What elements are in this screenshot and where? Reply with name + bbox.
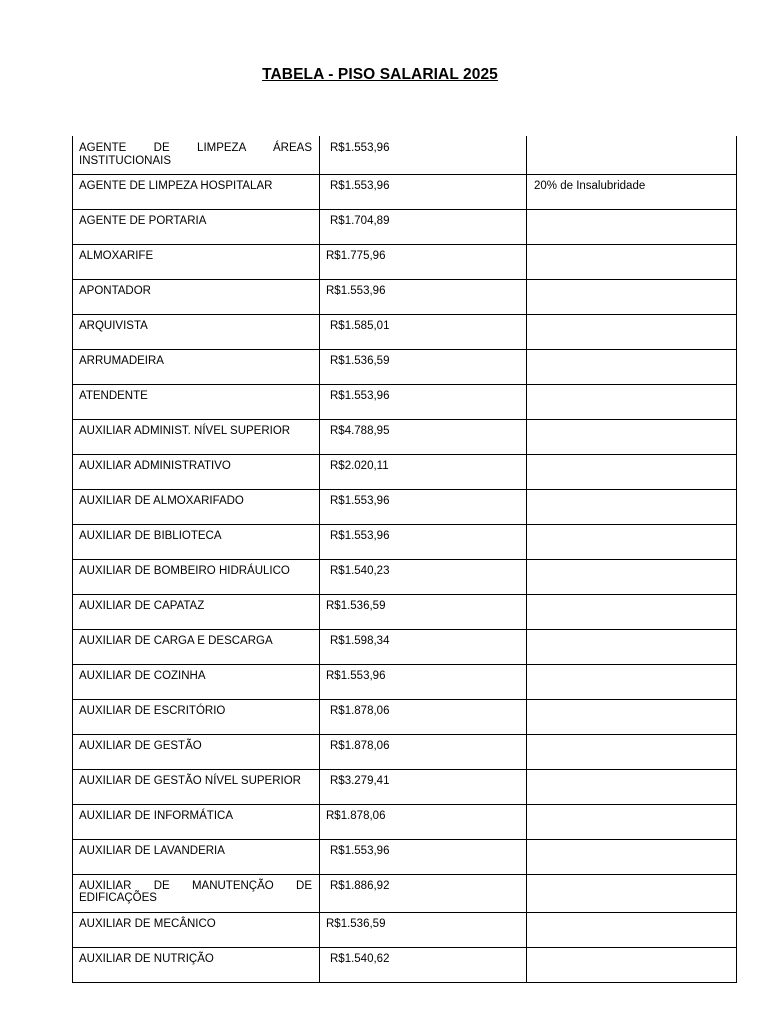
salary-value-cell: R$2.020,11 (320, 454, 527, 489)
job-title-cell: AUXILIAR DE BIBLIOTECA (73, 524, 320, 559)
salary-table (72, 136, 737, 983)
job-title-cell: AUXILIAR DE CARGA E DESCARGA (73, 629, 320, 664)
salary-value-cell: R$1.553,96 (320, 279, 527, 314)
job-title-cell: AUXILIAR DE ESCRITÓRIO (73, 699, 320, 734)
salary-value-cell: R$1.886,92 (320, 874, 527, 912)
table-row (73, 664, 737, 699)
note-cell (527, 419, 737, 454)
table-row (73, 699, 737, 734)
note-cell (527, 769, 737, 804)
table-row (73, 174, 737, 209)
note-cell (527, 804, 737, 839)
salary-value-cell: R$1.704,89 (320, 209, 527, 244)
note-cell (527, 594, 737, 629)
salary-value-cell: R$1.553,96 (320, 384, 527, 419)
job-title-cell: ARRUMADEIRA (73, 349, 320, 384)
salary-value-cell: R$1.775,96 (320, 244, 527, 279)
salary-value-cell: R$1.536,59 (320, 912, 527, 947)
table-row (73, 244, 737, 279)
note-cell (527, 349, 737, 384)
table-row (73, 804, 737, 839)
table-row (73, 524, 737, 559)
salary-value-cell: R$1.553,96 (320, 174, 527, 209)
note-cell (527, 664, 737, 699)
job-title-cell: AUXILIAR DE MECÂNICO (73, 912, 320, 947)
note-cell (527, 524, 737, 559)
job-title-cell: AGENTE DE PORTARIA (73, 209, 320, 244)
job-title-cell: AUXILIAR DE GESTÃO NÍVEL SUPERIOR (73, 769, 320, 804)
job-title-cell: APONTADOR (73, 279, 320, 314)
note-cell (527, 136, 737, 174)
job-title-cell: AUXILIAR DE COZINHA (73, 664, 320, 699)
salary-table-body (73, 136, 737, 982)
note-cell (527, 874, 737, 912)
note-cell (527, 629, 737, 664)
note-cell (527, 454, 737, 489)
job-title-cell: AUXILIAR DE INFORMÁTICA (73, 804, 320, 839)
note-cell (527, 244, 737, 279)
table-row (73, 209, 737, 244)
job-title-cell: AUXILIAR ADMINIST. NÍVEL SUPERIOR (73, 419, 320, 454)
job-title-cell: AUXILIAR DE NUTRIÇÃO (73, 947, 320, 982)
salary-value-cell: R$1.536,59 (320, 349, 527, 384)
note-cell (527, 314, 737, 349)
table-row (73, 594, 737, 629)
table-row (73, 559, 737, 594)
table-row (73, 769, 737, 804)
note-cell (527, 947, 737, 982)
job-title-cell: ATENDENTE (73, 384, 320, 419)
job-title-cell: AUXILIAR DE MANUTENÇÃO DE EDIFICAÇÕES (73, 874, 320, 912)
salary-value-cell: R$1.598,34 (320, 629, 527, 664)
salary-value-cell: R$1.553,96 (320, 524, 527, 559)
table-row (73, 419, 737, 454)
note-cell (527, 489, 737, 524)
table-row (73, 874, 737, 912)
salary-value-cell: R$1.540,23 (320, 559, 527, 594)
note-cell (527, 279, 737, 314)
job-title-cell: AUXILIAR DE BOMBEIRO HIDRÁULICO (73, 559, 320, 594)
table-row (73, 734, 737, 769)
salary-value-cell: R$1.878,06 (320, 804, 527, 839)
table-row (73, 912, 737, 947)
note-cell (527, 734, 737, 769)
table-row (73, 839, 737, 874)
note-cell (527, 912, 737, 947)
salary-value-cell: R$1.585,01 (320, 314, 527, 349)
salary-value-cell: R$1.878,06 (320, 699, 527, 734)
note-cell (527, 559, 737, 594)
note-cell (527, 839, 737, 874)
job-title-cell: ARQUIVISTA (73, 314, 320, 349)
note-cell (527, 209, 737, 244)
table-row (73, 136, 737, 174)
table-row (73, 384, 737, 419)
job-title-cell: AGENTE DE LIMPEZA HOSPITALAR (73, 174, 320, 209)
note-cell (527, 699, 737, 734)
table-row (73, 489, 737, 524)
job-title-cell: AUXILIAR DE GESTÃO (73, 734, 320, 769)
salary-value-cell: R$1.553,96 (320, 136, 527, 174)
table-row (73, 629, 737, 664)
job-title-cell: AUXILIAR DE CAPATAZ (73, 594, 320, 629)
note-cell (527, 384, 737, 419)
salary-value-cell: R$1.540,62 (320, 947, 527, 982)
job-title-cell: AUXILIAR ADMINISTRATIVO (73, 454, 320, 489)
note-cell: 20% de Insalubridade (527, 174, 737, 209)
table-row (73, 314, 737, 349)
job-title-cell: AUXILIAR DE LAVANDERIA (73, 839, 320, 874)
salary-value-cell: R$1.553,96 (320, 664, 527, 699)
job-title-cell: ALMOXARIFE (73, 244, 320, 279)
job-title-cell: AUXILIAR DE ALMOXARIFADO (73, 489, 320, 524)
salary-value-cell: R$1.536,59 (320, 594, 527, 629)
table-row (73, 947, 737, 982)
table-row (73, 454, 737, 489)
salary-value-cell: R$1.553,96 (320, 839, 527, 874)
salary-value-cell: R$4.788,95 (320, 419, 527, 454)
salary-value-cell: R$1.553,96 (320, 489, 527, 524)
salary-value-cell: R$1.878,06 (320, 734, 527, 769)
job-title-cell: AGENTE DE LIMPEZA ÁREAS INSTITUCIONAIS (73, 136, 320, 174)
salary-value-cell: R$3.279,41 (320, 769, 527, 804)
document-title: TABELA - PISO SALARIAL 2025 (262, 66, 498, 83)
table-row (73, 279, 737, 314)
table-row (73, 349, 737, 384)
